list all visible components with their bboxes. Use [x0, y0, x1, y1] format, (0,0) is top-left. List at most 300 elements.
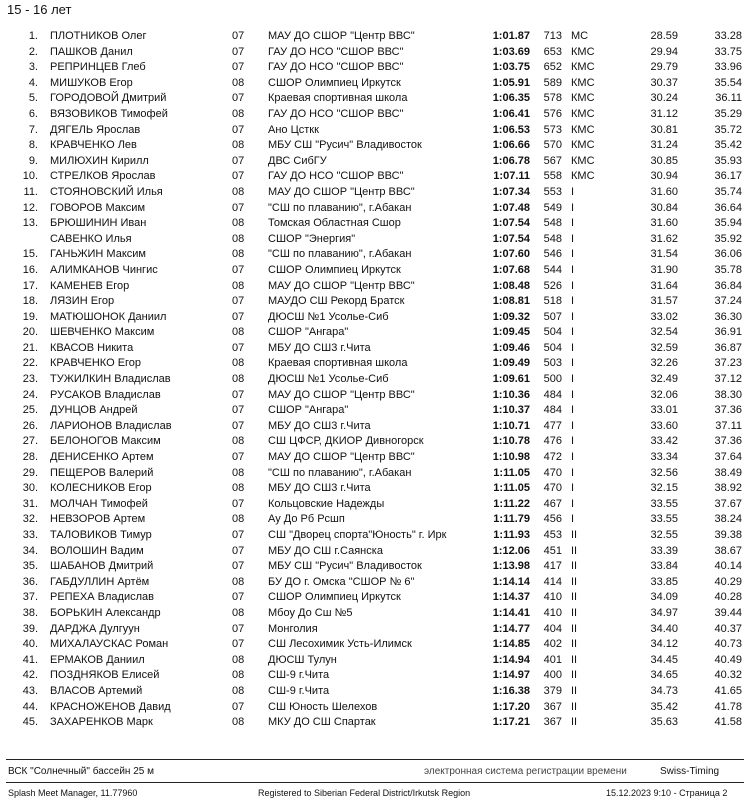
- result-row: [0, 497, 750, 513]
- fina-points: 546: [543, 248, 562, 261]
- birth-year: 08: [232, 373, 245, 386]
- place-cell: 29.: [22, 466, 38, 479]
- sport-rank: КМС: [571, 139, 595, 152]
- split-50m: 31.12: [650, 107, 678, 120]
- fina-points: 367: [543, 700, 562, 713]
- result-row: [0, 606, 750, 622]
- birth-year: 08: [232, 513, 245, 526]
- club-name: СШ-9 г.Чита: [268, 684, 330, 697]
- result-time: 1:06.66: [492, 139, 530, 152]
- sport-rank: II: [571, 575, 578, 588]
- split-50m: 33.34: [650, 451, 678, 464]
- split-50m: 29.94: [650, 45, 678, 58]
- split-50m: 30.37: [650, 76, 678, 89]
- split-50m: 35.42: [650, 700, 678, 713]
- birth-year: 08: [232, 185, 245, 198]
- place-cell: 11.: [23, 185, 38, 198]
- birth-year: 07: [232, 622, 245, 635]
- fina-points: 401: [543, 653, 562, 666]
- result-time: 1:10.71: [492, 419, 530, 432]
- place-cell: 23.: [22, 373, 38, 386]
- place-cell: 26.: [22, 419, 38, 432]
- sport-rank: I: [571, 466, 575, 479]
- split-50m: 31.54: [650, 248, 678, 261]
- split-50m: 34.09: [650, 591, 678, 604]
- birth-year: 08: [232, 76, 245, 89]
- split-100m: 35.78: [714, 263, 742, 276]
- swimmer-name: ДУНЦОВ Андрей: [50, 404, 138, 417]
- result-row: [0, 403, 750, 419]
- swimmer-name: ДАРДЖА Дулгуун: [50, 622, 140, 635]
- birth-year: 08: [232, 606, 245, 619]
- sport-rank: I: [571, 217, 575, 230]
- result-row: [0, 700, 750, 716]
- place-cell: 1.: [28, 30, 38, 42]
- fina-points: 553: [543, 185, 562, 198]
- split-50m: 29.79: [650, 61, 678, 74]
- birth-year: 07: [232, 544, 245, 557]
- fina-points: 484: [543, 388, 562, 401]
- club-name: БУ ДО г. Омска "СШОР № 6": [268, 575, 415, 588]
- split-50m: 30.81: [650, 123, 678, 136]
- swimmer-name: МИШУКОВ Егор: [50, 76, 133, 89]
- birth-year: 07: [232, 404, 245, 417]
- result-row: [0, 29, 750, 45]
- birth-year: 07: [232, 529, 245, 541]
- club-name: МАУ ДО СШОР "Центр ВВС": [268, 451, 415, 464]
- sport-rank: I: [571, 435, 575, 448]
- split-50m: 33.84: [650, 560, 678, 573]
- result-time: 1:10.98: [492, 451, 530, 464]
- birth-year: 08: [232, 575, 245, 588]
- club-name: МБУ СШ "Русич" Владивосток: [268, 560, 422, 573]
- result-time: 1:12.06: [492, 544, 530, 557]
- split-50m: 33.85: [650, 575, 678, 588]
- timing-system-label: электронная система регистрации времени: [424, 766, 627, 777]
- result-time: 1:06.78: [492, 154, 530, 167]
- result-time: 1:14.94: [492, 653, 530, 666]
- club-name: МБУ ДО СШ3 г.Чита: [268, 341, 371, 354]
- club-name: МАУ ДО СШОР "Центр ВВС": [268, 185, 415, 198]
- fina-points: 544: [543, 263, 562, 276]
- result-time: 1:14.77: [492, 622, 530, 635]
- result-row: [0, 715, 750, 731]
- split-100m: 36.87: [714, 341, 742, 354]
- fina-points: 402: [543, 638, 562, 651]
- place-cell: 38.: [22, 606, 38, 619]
- fina-points: 653: [543, 45, 562, 58]
- place-cell: 37.: [22, 591, 38, 604]
- result-row: [0, 154, 750, 170]
- result-time: 1:17.20: [492, 700, 530, 713]
- result-time: 1:16.38: [492, 684, 530, 697]
- sport-rank: I: [571, 388, 575, 401]
- split-50m: 33.39: [650, 544, 678, 557]
- split-100m: 36.64: [714, 201, 742, 214]
- place-cell: 16.: [22, 263, 38, 276]
- sport-rank: I: [571, 185, 575, 198]
- swimmer-name: ПЛОТНИКОВ Олег: [50, 30, 147, 42]
- split-100m: 35.92: [714, 232, 742, 245]
- fina-points: 470: [543, 482, 562, 495]
- result-row: [0, 60, 750, 76]
- sport-rank: I: [571, 310, 575, 323]
- place-cell: 15.: [22, 248, 38, 261]
- result-time: 1:09.32: [492, 310, 530, 323]
- club-name: ДВС СибГУ: [268, 154, 327, 167]
- result-time: 1:09.45: [492, 326, 530, 339]
- result-time: 1:10.36: [492, 388, 530, 401]
- split-100m: 35.29: [714, 107, 742, 120]
- place-cell: 42.: [22, 669, 38, 682]
- birth-year: 07: [232, 154, 245, 167]
- split-100m: 37.23: [714, 357, 742, 370]
- birth-year: 07: [232, 201, 245, 214]
- split-50m: 33.55: [650, 497, 678, 510]
- fina-points: 476: [543, 435, 562, 448]
- result-row: [0, 372, 750, 388]
- fina-points: 558: [543, 170, 562, 183]
- place-cell: 41.: [22, 653, 38, 666]
- result-time: 1:07.54: [492, 217, 530, 230]
- swimmer-name: МИЛЮХИН Кирилл: [50, 154, 149, 167]
- place-cell: 19.: [22, 310, 38, 323]
- place-cell: 6.: [28, 107, 38, 120]
- sport-rank: I: [571, 326, 575, 339]
- result-row: [0, 466, 750, 482]
- swimmer-name: ДЕНИСЕНКО Артем: [50, 451, 154, 464]
- split-50m: 32.15: [650, 482, 678, 495]
- result-time: 1:06.53: [492, 123, 530, 136]
- split-50m: 32.06: [650, 388, 678, 401]
- page-number: 2: [722, 788, 728, 798]
- club-name: МБУ ДО СШ г.Саянска: [268, 544, 383, 557]
- split-100m: 37.24: [714, 295, 742, 308]
- split-50m: 31.90: [650, 263, 678, 276]
- result-row: [0, 45, 750, 61]
- sport-rank: I: [571, 357, 575, 370]
- split-50m: 31.62: [650, 232, 678, 245]
- place-cell: 34.: [22, 544, 38, 557]
- club-name: Ано Цсткк: [268, 123, 319, 136]
- sport-rank: I: [571, 279, 575, 292]
- split-100m: 39.44: [714, 606, 742, 619]
- age-group-title: 15 - 16 лет: [7, 2, 72, 17]
- split-100m: 37.36: [714, 435, 742, 448]
- swimmer-name: ШАБАНОВ Дмитрий: [50, 560, 154, 573]
- fina-points: 451: [543, 544, 562, 557]
- swimmer-name: ГАНЬЖИН Максим: [50, 248, 146, 261]
- result-time: 1:08.81: [492, 295, 530, 308]
- result-time: 1:11.79: [493, 513, 530, 526]
- place-cell: 32.: [22, 513, 38, 526]
- split-50m: 31.60: [650, 185, 678, 198]
- sport-rank: I: [571, 263, 575, 276]
- birth-year: 08: [232, 466, 245, 479]
- result-row: [0, 544, 750, 560]
- results-table: [0, 29, 750, 731]
- software-version: Splash Meet Manager, 11.77960: [8, 788, 138, 798]
- club-name: СШОР "Энергия": [268, 232, 356, 245]
- place-cell: 31.: [22, 497, 38, 510]
- birth-year: 08: [232, 435, 245, 448]
- place-cell: 30.: [22, 482, 38, 495]
- place-cell: 27.: [22, 435, 38, 448]
- split-50m: 34.12: [650, 638, 678, 651]
- page-label: Страница: [679, 788, 720, 798]
- swimmer-name: РЕПРИНЦЕВ Глеб: [50, 61, 146, 74]
- fina-points: 400: [543, 669, 562, 682]
- swimmer-name: БРЮШИНИН Иван: [50, 217, 147, 230]
- split-50m: 33.60: [650, 419, 678, 432]
- club-name: СШОР "Ангара": [268, 404, 349, 417]
- club-name: СШОР Олимпиец Иркутск: [268, 591, 401, 604]
- birth-year: 07: [232, 388, 245, 401]
- birth-year: 07: [232, 700, 245, 713]
- result-row: [0, 325, 750, 341]
- fina-points: 367: [543, 716, 562, 729]
- club-name: МАУ ДО СШОР "Центр ВВС": [268, 388, 415, 401]
- split-100m: 35.93: [714, 154, 742, 167]
- place-cell: 13.: [22, 217, 38, 230]
- result-time: 1:09.49: [492, 357, 530, 370]
- club-name: ГАУ ДО НСО "СШОР ВВС": [268, 170, 404, 183]
- club-name: "СШ по плаванию", г.Абакан: [268, 201, 412, 214]
- place-cell: 44.: [22, 700, 38, 713]
- sport-rank: II: [571, 529, 578, 541]
- fina-points: 548: [543, 232, 562, 245]
- footer-divider-bottom: [6, 782, 744, 783]
- result-time: 1:13.98: [492, 560, 530, 573]
- sport-rank: МС: [571, 30, 589, 42]
- fina-points: 576: [543, 107, 562, 120]
- result-row: [0, 575, 750, 591]
- split-100m: 36.11: [715, 92, 742, 105]
- result-time: 1:11.93: [493, 529, 530, 541]
- swimmer-name: МОЛЧАН Тимофей: [50, 497, 148, 510]
- birth-year: 07: [232, 295, 245, 308]
- result-row: [0, 388, 750, 404]
- swimmer-name: ТУЖИЛКИН Владислав: [50, 373, 171, 386]
- club-name: СШОР "Ангара": [268, 326, 349, 339]
- split-50m: 33.42: [650, 435, 678, 448]
- birth-year: 08: [232, 279, 245, 292]
- place-cell: 7.: [28, 123, 38, 136]
- split-50m: 34.97: [650, 606, 678, 619]
- sport-rank: II: [571, 544, 578, 557]
- split-100m: 40.28: [714, 591, 742, 604]
- fina-points: 410: [543, 606, 562, 619]
- split-50m: 33.55: [650, 513, 678, 526]
- sport-rank: I: [571, 232, 575, 245]
- fina-points: 410: [543, 591, 562, 604]
- split-50m: 31.57: [650, 295, 678, 308]
- fina-points: 453: [543, 529, 562, 541]
- split-100m: 40.37: [714, 622, 742, 635]
- print-datetime: 15.12.2023 9:10 - Страница 2: [606, 788, 728, 798]
- fina-points: 456: [543, 513, 562, 526]
- place-cell: 40.: [22, 638, 38, 651]
- club-name: СШ Юность Шелехов: [268, 700, 378, 713]
- swimmer-name: КРАВЧЕНКО Лев: [50, 139, 137, 152]
- fina-points: 404: [543, 622, 562, 635]
- fina-points: 472: [543, 451, 562, 464]
- result-row: [0, 263, 750, 279]
- split-100m: 37.64: [714, 451, 742, 464]
- club-name: МБУ СШ "Русич" Владивосток: [268, 139, 422, 152]
- result-time: 1:14.41: [492, 606, 530, 619]
- sport-rank: II: [571, 700, 578, 713]
- split-100m: 36.91: [714, 326, 742, 339]
- split-100m: 38.24: [714, 513, 742, 526]
- sport-rank: КМС: [571, 76, 595, 89]
- sport-rank: I: [571, 373, 575, 386]
- fina-points: 504: [543, 326, 562, 339]
- result-row: [0, 201, 750, 217]
- swimmer-name: ЗАХАРЕНКОВ Марк: [50, 716, 153, 729]
- place-cell: 3.: [28, 61, 38, 74]
- result-time: 1:14.14: [492, 575, 530, 588]
- split-100m: 38.30: [714, 388, 742, 401]
- swimmer-name: ПЕЩЕРОВ Валерий: [50, 466, 154, 479]
- split-100m: 40.14: [714, 560, 742, 573]
- result-row: [0, 279, 750, 295]
- place-cell: 39.: [22, 622, 38, 635]
- swimmer-name: АЛИМКАНОВ Чингис: [50, 263, 158, 276]
- result-time: 1:09.46: [492, 341, 530, 354]
- sport-rank: КМС: [571, 61, 595, 74]
- place-cell: 2.: [28, 45, 38, 58]
- fina-points: 589: [543, 76, 562, 89]
- swimmer-name: ВЯЗОВИКОВ Тимофей: [50, 107, 168, 120]
- swimmer-name: БОРЬКИН Александр: [50, 606, 161, 619]
- birth-year: 08: [232, 482, 245, 495]
- result-time: 1:07.68: [492, 263, 530, 276]
- club-name: Краевая спортивная школа: [268, 357, 408, 370]
- result-row: [0, 684, 750, 700]
- split-100m: 41.78: [714, 700, 742, 713]
- swimmer-name: ПОЗДНЯКОВ Елисей: [50, 669, 160, 682]
- result-row: [0, 169, 750, 185]
- club-name: ДЮСШ №1 Усолье-Сиб: [268, 310, 389, 323]
- result-time: 1:10.78: [492, 435, 530, 448]
- result-time: 1:07.11: [493, 170, 530, 183]
- birth-year: 07: [232, 451, 245, 464]
- split-50m: 32.56: [650, 466, 678, 479]
- club-name: Ау До Рб Рсшп: [268, 513, 345, 526]
- club-name: МКУ ДО СШ Спартак: [268, 716, 376, 729]
- split-100m: 35.72: [714, 123, 742, 136]
- swimmer-name: ГОВОРОВ Максим: [50, 201, 146, 214]
- birth-year: 08: [232, 139, 245, 152]
- split-100m: 38.49: [714, 466, 742, 479]
- result-time: 1:05.91: [492, 76, 530, 89]
- fina-points: 503: [543, 357, 562, 370]
- result-row: [0, 434, 750, 450]
- birth-year: 08: [232, 107, 245, 120]
- split-100m: 33.75: [714, 45, 742, 58]
- result-row: [0, 481, 750, 497]
- birth-year: 07: [232, 263, 245, 276]
- swimmer-name: МИХАЛАУСКАС Роман: [50, 638, 169, 651]
- split-100m: 38.92: [714, 482, 742, 495]
- fina-points: 567: [543, 154, 562, 167]
- club-name: МАУ ДО СШОР "Центр ВВС": [268, 30, 415, 42]
- place-cell: 36.: [22, 575, 38, 588]
- result-time: 1:14.37: [492, 591, 530, 604]
- club-name: ГАУ ДО НСО "СШОР ВВС": [268, 61, 404, 74]
- club-name: ДЮСШ Тулун: [268, 653, 337, 666]
- birth-year: 07: [232, 638, 245, 651]
- split-100m: 37.11: [715, 419, 742, 432]
- result-row: [0, 138, 750, 154]
- sport-rank: II: [571, 653, 578, 666]
- birth-year: 07: [232, 30, 245, 42]
- place-cell: 20.: [22, 326, 38, 339]
- split-50m: 33.01: [650, 404, 678, 417]
- fina-points: 414: [543, 575, 562, 588]
- sport-rank: II: [571, 716, 578, 729]
- result-time: 1:09.61: [492, 373, 530, 386]
- split-100m: 35.94: [714, 217, 742, 230]
- birth-year: 08: [232, 248, 245, 261]
- split-100m: 38.67: [714, 544, 742, 557]
- split-100m: 33.96: [714, 61, 742, 74]
- place-cell: 28.: [22, 451, 38, 464]
- place-cell: 17.: [22, 279, 38, 292]
- result-row: [0, 294, 750, 310]
- sport-rank: I: [571, 419, 575, 432]
- club-name: СШ Лесохимик Усть-Илимск: [268, 638, 412, 651]
- split-100m: 36.30: [714, 310, 742, 323]
- registration-notice: Registered to Siberian Federal District/Irkutsk Region: [258, 788, 471, 798]
- split-50m: 30.85: [650, 154, 678, 167]
- swimmer-name: ПАШКОВ Данил: [50, 45, 133, 58]
- result-row: [0, 232, 750, 248]
- result-time: 1:06.35: [492, 92, 530, 105]
- result-row: [0, 216, 750, 232]
- result-time: 1:07.48: [492, 201, 530, 214]
- swimmer-name: КРАСНОЖЕНОВ Давид: [50, 700, 171, 713]
- club-name: СШОР Олимпиец Иркутск: [268, 76, 401, 89]
- sport-rank: КМС: [571, 123, 595, 136]
- place-cell: 18.: [22, 295, 38, 308]
- result-row: [0, 622, 750, 638]
- place-cell: 24.: [22, 388, 38, 401]
- swimmer-name: НЕВЗОРОВ Артем: [50, 513, 146, 526]
- swimmer-name: ГОРОДОВОЙ Дмитрий: [50, 92, 167, 105]
- split-100m: 41.58: [714, 716, 742, 729]
- fina-points: 526: [543, 279, 562, 292]
- club-name: МАУ ДО СШОР "Центр ВВС": [268, 279, 415, 292]
- split-100m: 37.12: [714, 373, 742, 386]
- result-row: [0, 637, 750, 653]
- sport-rank: II: [571, 606, 578, 619]
- split-50m: 31.24: [650, 139, 678, 152]
- result-time: 1:07.60: [492, 248, 530, 261]
- result-row: [0, 419, 750, 435]
- fina-points: 549: [543, 201, 562, 214]
- fina-points: 477: [543, 419, 562, 432]
- fina-points: 467: [543, 497, 562, 510]
- result-time: 1:08.48: [492, 279, 530, 292]
- place-cell: 35.: [22, 560, 38, 573]
- birth-year: 07: [232, 170, 245, 183]
- club-name: СШ "Дворец спорта"Юность" г. Ирк: [268, 529, 447, 541]
- swimmer-name: РЕПЕХА Владислав: [50, 591, 154, 604]
- sport-rank: II: [571, 684, 578, 697]
- birth-year: 07: [232, 497, 245, 510]
